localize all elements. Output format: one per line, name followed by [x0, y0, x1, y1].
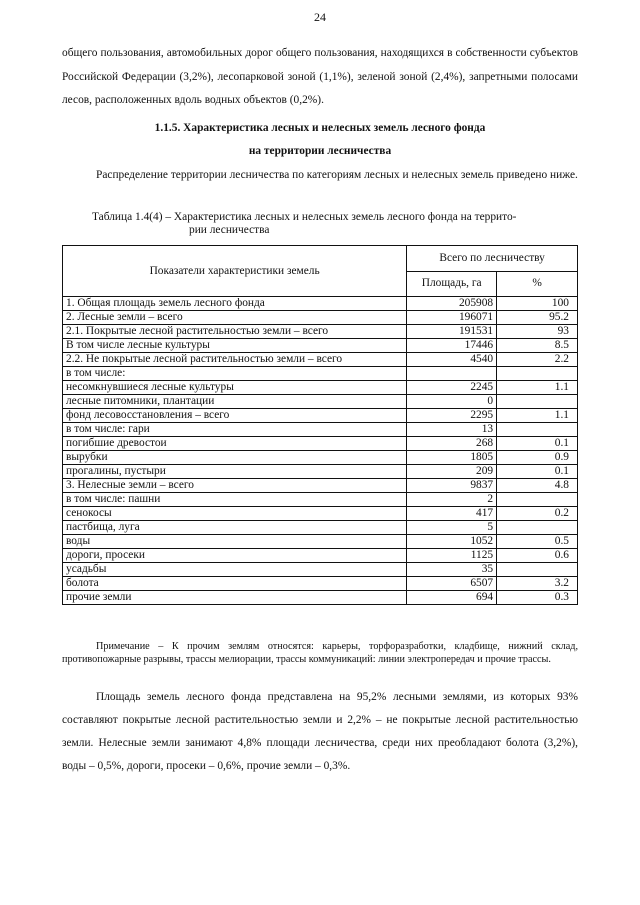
row-percent: [497, 423, 578, 437]
table-row: [63, 479, 578, 493]
row-area: 9837: [407, 479, 497, 493]
table-row: [63, 339, 578, 353]
row-area: 1125: [407, 549, 497, 563]
row-percent: 0.5: [497, 535, 578, 549]
row-label: 2. Лесные земли – всего: [63, 311, 407, 325]
row-area: 2245: [407, 381, 497, 395]
table-row: [63, 507, 578, 521]
row-label: прочие земли: [63, 591, 407, 605]
table-row: [63, 367, 578, 381]
table-row: [63, 325, 578, 339]
row-percent: 1.1: [497, 381, 578, 395]
row-percent: 1.1: [497, 409, 578, 423]
row-label: 1. Общая площадь земель лесного фонда: [63, 297, 407, 311]
row-percent: [497, 493, 578, 507]
table-row: [63, 535, 578, 549]
row-label: в том числе: пашни: [63, 493, 407, 507]
row-percent: [497, 395, 578, 409]
row-area: 1052: [407, 535, 497, 549]
row-label: болота: [63, 577, 407, 591]
intro-paragraph: общего пользования, автомобильных дорог общего пользования, находящихся в собственности субъектов Российской Федерации (3,2%), лесопарковой зоной (1,1%), зеленой зоной (2,4%), запретными полосами лесов, расположенных вдоль водных объектов (0,2%).: [62, 47, 578, 106]
row-area: [407, 367, 497, 381]
row-percent: 93: [497, 325, 578, 339]
row-percent: 2.2: [497, 353, 578, 367]
row-label: лесные питомники, плантации: [63, 395, 407, 409]
row-label: вырубки: [63, 451, 407, 465]
row-percent: 0.9: [497, 451, 578, 465]
header-indicator: Показатели характеристики земель: [63, 246, 407, 297]
table-body: [63, 297, 578, 605]
table-row: [63, 297, 578, 311]
row-area: 268: [407, 437, 497, 451]
section-heading-line2: на территории лесничества: [248, 145, 392, 157]
row-percent: 0.1: [497, 465, 578, 479]
row-percent: [497, 367, 578, 381]
row-area: 209: [407, 465, 497, 479]
row-area: 205908: [407, 297, 497, 311]
table-row: [63, 577, 578, 591]
header-total: Всего по лесничеству: [407, 246, 578, 272]
table-row: [63, 437, 578, 451]
page-number: 24: [314, 10, 326, 24]
row-label: дороги, просеки: [63, 549, 407, 563]
row-label: в том числе: гари: [63, 423, 407, 437]
row-percent: 95.2: [497, 311, 578, 325]
row-area: 2295: [407, 409, 497, 423]
row-label: усадьбы: [63, 563, 407, 577]
land-characteristics-table: [62, 245, 578, 605]
row-percent: 0.1: [497, 437, 578, 451]
row-area: 694: [407, 591, 497, 605]
table-row: [63, 465, 578, 479]
section-heading-line1: 1.1.5. Характеристика лесных и нелесных земель лесного фонда: [154, 122, 486, 134]
row-label: сенокосы: [63, 507, 407, 521]
table-row: [63, 563, 578, 577]
row-percent: 0.3: [497, 591, 578, 605]
table-note: Примечание – К прочим землям относятся: карьеры, торфоразработки, кладбище, нижний склад, противопожарные разрывы, трассы мелиорации, трассы коммуникаций: линии электропередач и прочие трассы.: [62, 641, 578, 665]
row-percent: 0.2: [497, 507, 578, 521]
row-label: 3. Нелесные земли – всего: [63, 479, 407, 493]
row-area: 417: [407, 507, 497, 521]
row-percent: 4.8: [497, 479, 578, 493]
table-row: [63, 591, 578, 605]
row-label: 2.1. Покрытые лесной растительностью земли – всего: [63, 325, 407, 339]
row-area: 196071: [407, 311, 497, 325]
row-area: 17446: [407, 339, 497, 353]
row-percent: 0.6: [497, 549, 578, 563]
table-row: [63, 381, 578, 395]
row-area: 0: [407, 395, 497, 409]
row-percent: 100: [497, 297, 578, 311]
table-row: [63, 395, 578, 409]
row-label: пастбища, луга: [63, 521, 407, 535]
row-area: 5: [407, 521, 497, 535]
row-area: 4540: [407, 353, 497, 367]
table-row: [63, 549, 578, 563]
row-label: прогалины, пустыри: [63, 465, 407, 479]
header-area: Площадь, га: [407, 271, 497, 297]
table-caption-line2: рии лесничества: [189, 224, 270, 236]
table-row: [63, 311, 578, 325]
row-area: 35: [407, 563, 497, 577]
table-row: [63, 353, 578, 367]
row-label: погибшие древостои: [63, 437, 407, 451]
table-row: [63, 409, 578, 423]
table-row: [63, 521, 578, 535]
row-area: 13: [407, 423, 497, 437]
row-label: в том числе:: [63, 367, 407, 381]
row-label: 2.2. Не покрытые лесной растительностью земли – всего: [63, 353, 407, 367]
table-row: [63, 423, 578, 437]
row-label: фонд лесовосстановления – всего: [63, 409, 407, 423]
row-area: 191531: [407, 325, 497, 339]
row-area: 1805: [407, 451, 497, 465]
row-percent: 8.5: [497, 339, 578, 353]
table-caption-line1: Таблица 1.4(4) – Характеристика лесных и нелесных земель лесного фонда на террито-: [92, 211, 517, 223]
row-percent: [497, 563, 578, 577]
table-row: [63, 451, 578, 465]
paragraph-summary: Площадь земель лесного фонда представлена на 95,2% лесными землями, из которых 93% составляют покрытые лесной растительностью земли и 2,2% – не покрытые лесной растительностью земли. Нелесные земли занимают 4,8% площади лесничества, среди них преобладают болота (3,2%), воды – 0,5%, дороги, просеки – 0,6%, прочие земли – 0,3%.: [62, 691, 578, 772]
header-percent: %: [497, 271, 578, 297]
row-label: воды: [63, 535, 407, 549]
row-percent: [497, 521, 578, 535]
row-label: В том числе лесные культуры: [63, 339, 407, 353]
row-label: несомкнувшиеся лесные культуры: [63, 381, 407, 395]
section-heading: [62, 117, 578, 163]
table-caption: [92, 211, 572, 237]
row-percent: 3.2: [497, 577, 578, 591]
paragraph-distribution: Распределение территории лесничества по категориям лесных и нелесных земель приведено ниже.: [96, 169, 578, 181]
table-row: [63, 493, 578, 507]
row-area: 6507: [407, 577, 497, 591]
row-area: 2: [407, 493, 497, 507]
